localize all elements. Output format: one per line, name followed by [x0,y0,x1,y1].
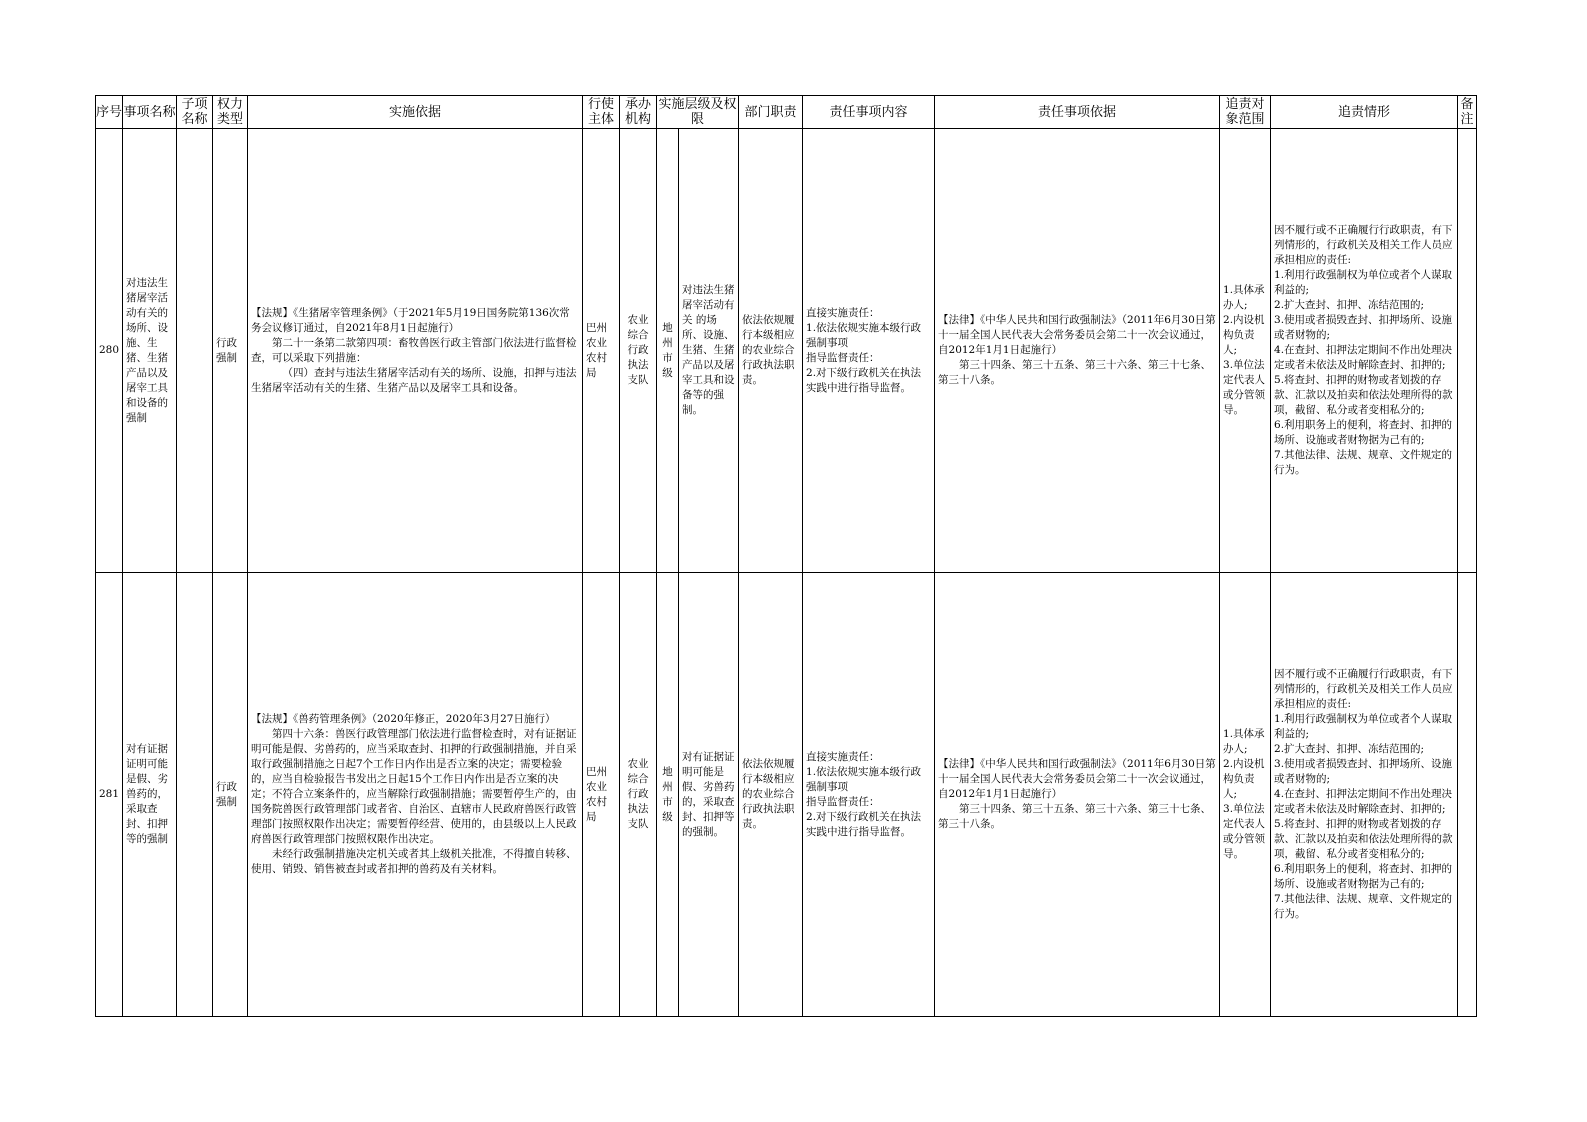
basis-clause: 未经行政强制措施决定机关或者其上级机关批准，不得擅自转移、使用、销毁、销售被查封或者扣押的兽药及有关材料。 [251,848,577,875]
resp-basis-source: 【法律】《中华人民共和国行政强制法》（2011年6月30日第十一届全国人民代表大会常务委员会第二十一次会议通过，自2012年1月1日起施行） [938,758,1216,800]
header-basis: 实施依据 [248,96,583,129]
cell-resp-basis [935,129,1220,573]
header-org: 承办机构 [620,96,657,129]
resp-basis-articles: 第三十四条、第三十五条、第三十六条、第三十七条、第三十八条。 [938,359,1212,386]
header-row [96,96,1477,129]
basis-clause: （四）查封与违法生猪屠宰活动有关的场所、设施，扣押与违法生猪屠宰活动有关的生猪、生猪产品以及屠宰工具和设备。 [251,366,577,394]
power-list-table [95,95,1477,1017]
level-name-text: 地州市级 [662,765,673,823]
cell-remark [1458,573,1477,1017]
table-row [96,573,1477,1017]
cell-org: 农业综合行政执法支队 [620,573,657,1017]
basis-source: 【法规】《生猪屠宰管理条例》（于2021年5月19日国务院第136次常务会议修订通过，自2021年8月1日起施行） [251,306,570,334]
cell-subject: 巴州农业农村局 [583,129,620,573]
header-seq: 序号 [96,96,123,129]
cell-power-type: 行政强制 [213,129,248,573]
cell-scope: 1.具体承办人; 2.内设机构负责人; 3.单位法定代表人或分管领导。 [1220,573,1271,1017]
cell-resp-content: 直接实施责任： 1.依法依规实施本级行政强制事项 指导监督责任： 2.对下级行政机关在执法实践中进行指导监督。 [803,129,935,573]
header-duty: 部门职责 [739,96,803,129]
cell-sub-item [177,129,213,573]
cell-situation: 因不履行或不正确履行行政职责，有下列情形的，行政机关及相关工作人员应承担相应的责任: 1.利用行政强制权为单位或者个人谋取利益的; 2.扩大查封、扣押、冻结范围的; 3.使用或者损毁查封、扣押场所、设施或者财物的; 4.在查封、扣押法定期间不作出处理决定或者未依法及时解除查封、扣押的; 5.将查封、扣押的财物或者划拨的存款、汇款以及拍卖和依法处理所得的款项，截留、私分或者变相私分的; 6.利用职务上的便利，将查封、扣押的场所、设施或者财物据为己有的; 7.其他法律、法规、规章、文件规定的行为。 [1271,129,1458,573]
cell-subject: 巴州农业农村局 [583,573,620,1017]
header-power-type: 权力类型 [213,96,248,129]
basis-article: 第二十一条第二款第四项：畜牧兽医行政主管部门依法进行监督检查，可以采取下列措施： [251,336,577,364]
resp-basis-articles: 第三十四条、第三十五条、第三十六条、第三十七条、第三十八条。 [938,803,1212,830]
header-resp-content: 责任事项内容 [803,96,935,129]
cell-org: 农业综合行政执法支队 [620,129,657,573]
level-name-text: 地州市级 [662,321,673,379]
resp-basis-source: 【法律】《中华人民共和国行政强制法》（2011年6月30日第十一届全国人民代表大会常务委员会第二十一次会议通过，自2012年1月1日起施行） [938,314,1216,356]
header-remark: 备注 [1458,96,1477,129]
table-row [96,129,1477,573]
cell-resp-content: 直接实施责任： 1.依法依规实施本级行政强制事项 指导监督责任： 2.对下级行政机关在执法实践中进行指导监督。 [803,573,935,1017]
cell-level-scope: 对违法生猪屠宰活动有关 的场所、设施、生猪、生猪产品以及屠宰工具和设备等的强制。 [679,129,739,573]
header-item-name: 事项名称 [123,96,177,129]
header-level: 实施层级及权限 [658,97,737,127]
basis-article: 第四十六条：兽医行政管理部门依法进行监督检查时，对有证据证明可能是假、劣兽药的，应当采取查封、扣押的行政强制措施，并自采取行政强制措施之日起7个工作日内作出是否立案的决定；需要检验的，应当自检验报告书发出之日起15个工作日内作出是否立案的决定；不符合立案条件的，应当解除行政强制措施；需要暂停生产的，由国务院兽医行政管理部门或者省、自治区、直辖市人民政府兽医行政管理部门按照权限作出决定；需要暂停经营、使用的，由县级以上人民政府兽医行政管理部门按照权限作出决定。 [251,728,577,845]
cell-item-name: 对违法生猪屠宰活动有关的场所、设施、生猪、生猪产品以及屠宰工具和设备的强制 [123,129,177,573]
header-subject: 行使主体 [583,96,620,129]
cell-item-name: 对有证据证明可能是假、劣兽药的，采取查封、扣押等的强制 [123,573,177,1017]
header-sub-item: 子项名称 [177,96,213,129]
cell-seq: 281 [96,573,123,1017]
cell-basis [248,573,583,1017]
header-scope: 追责对象范围 [1220,96,1271,129]
cell-remark [1458,129,1477,573]
cell-resp-basis [935,573,1220,1017]
cell-power-type: 行政强制 [213,573,248,1017]
cell-duty: 依法依规履行本级相应的农业综合行政执法职责。 [739,129,803,573]
basis-source: 【法规】《兽药管理条例》（2020年修正，2020年3月27日施行） [251,713,556,725]
cell-level-name [657,129,679,573]
cell-scope: 1.具体承办人; 2.内设机构负责人; 3.单位法定代表人或分管领导。 [1220,129,1271,573]
cell-duty: 依法依规履行本级相应的农业综合行政执法职责。 [739,573,803,1017]
cell-basis [248,129,583,573]
cell-seq: 280 [96,129,123,573]
header-resp-basis: 责任事项依据 [935,96,1220,129]
cell-situation: 因不履行或不正确履行行政职责，有下列情形的，行政机关及相关工作人员应承担相应的责任: 1.利用行政强制权为单位或者个人谋取利益的; 2.扩大查封、扣押、冻结范围的; 3.使用或者损毁查封、扣押场所、设施或者财物的; 4.在查封、扣押法定期间不作出处理决定或者未依法及时解除查封、扣押的; 5.将查封、扣押的财物或者划拨的存款、汇款以及拍卖和依法处理所得的款项，截留、私分或者变相私分的; 6.利用职务上的便利，将查封、扣押的场所、设施或者财物据为己有的; 7.其他法律、法规、规章、文件规定的行为。 [1271,573,1458,1017]
cell-level-name [657,573,679,1017]
cell-sub-item [177,573,213,1017]
header-situation: 追责情形 [1271,96,1458,129]
cell-level-scope: 对有证据证明可能是假、劣兽药的，采取查封、扣押等的强制。 [679,573,739,1017]
